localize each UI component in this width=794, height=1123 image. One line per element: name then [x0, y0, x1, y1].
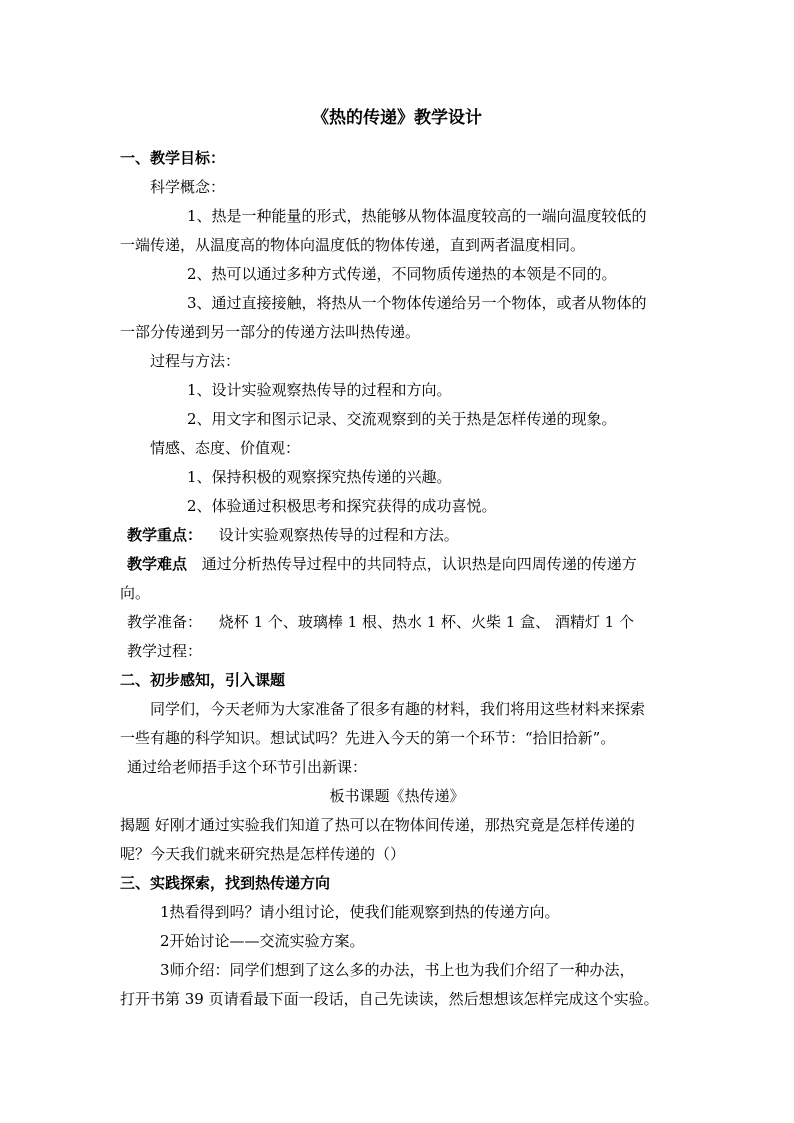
difficulty-text-line-1: 通过分析热传导过程中的共同特点，认识热是向四周传递的传递方	[201, 555, 637, 573]
board-title: 板书课题《热传递》	[329, 787, 465, 805]
preparation-label: 教学准备：	[127, 613, 203, 631]
difficulty-label: 教学难点	[127, 555, 188, 573]
intro-paragraph-2: 通过给老师捂手这个环节引出新课：	[127, 758, 368, 776]
intro-paragraph-line-1: 同学们，今天老师为大家准备了很多有趣的材料，我们将用这些材料来探索	[150, 700, 646, 718]
reveal-paragraph-line-1: 揭题 好刚才通过实验我们知道了热可以在物体间传递，那热究竟是怎样传递的	[120, 816, 635, 834]
procedure-label: 教学过程：	[127, 642, 203, 660]
concept-1-line-2: 一端传递，从温度高的物体向温度低的物体传递，直到两者温度相同。	[120, 236, 586, 254]
difficulty-row	[127, 554, 637, 574]
process-label: 过程与方法：	[150, 352, 241, 370]
concept-label: 科学概念：	[150, 178, 226, 196]
emotion-1: 1、保持积极的观察探究热传递的兴趣。	[187, 468, 452, 486]
preparation-text: 烧杯 1 个、玻璃棒 1 根、热水 1 杯、火柴 1 盒、 酒精灯 1 个	[218, 613, 634, 631]
concept-2: 2、热可以通过多种方式传递，不同物质传递热的本领是不同的。	[187, 265, 617, 283]
key-points-label: 教学重点：	[127, 526, 203, 544]
concept-3-line-2: 一部分传递到另一部分的传递方法叫热传递。	[120, 323, 421, 341]
key-points-row	[127, 525, 459, 545]
practice-item-2: 2开始讨论——交流实验方案。	[160, 932, 365, 950]
process-1: 1、设计实验观察热传导的过程和方向。	[187, 381, 452, 399]
practice-item-3-line-1: 3师介绍：同学们想到了这么多的办法，书上也为我们介绍了一种办法，	[160, 961, 635, 979]
section-heading-3: 三、实践探索，找到热传递方向	[120, 874, 331, 892]
key-points-text: 设计实验观察热传导的过程和方法。	[218, 526, 459, 544]
practice-item-1: 1热看得到吗？请小组讨论，使我们能观察到热的传递方向。	[160, 903, 560, 921]
document-title: 《热的传递》教学设计	[312, 108, 482, 128]
concept-3-line-1: 3、通过直接接触，将热从一个物体传递给另一个物体，或者从物体的	[187, 294, 647, 312]
section-heading-2: 二、初步感知，引入课题	[120, 671, 286, 689]
preparation-row	[127, 612, 634, 632]
practice-item-3-line-2: 打开书第 39 页请看最下面一段话，自己先读读，然后想想该怎样完成这个实验。	[120, 990, 659, 1008]
emotion-2: 2、体验通过积极思考和探究获得的成功喜悦。	[187, 497, 497, 515]
difficulty-text-line-2: 向。	[120, 584, 151, 602]
emotion-label: 情感、态度、价值观：	[150, 439, 301, 457]
process-2: 2、用文字和图示记录、交流观察到的关于热是怎样传递的现象。	[187, 410, 617, 428]
concept-1-line-1: 1、热是一种能量的形式，热能够从物体温度较高的一端向温度较低的	[187, 207, 647, 225]
intro-paragraph-line-2: 一些有趣的科学知识。想试试吗？先进入今天的第一个环节：“拾旧拾新”。	[120, 729, 616, 747]
section-heading-1: 一、教学目标：	[120, 149, 226, 167]
reveal-paragraph-line-2: 呢？今天我们就来研究热是怎样传递的（）	[120, 845, 406, 863]
